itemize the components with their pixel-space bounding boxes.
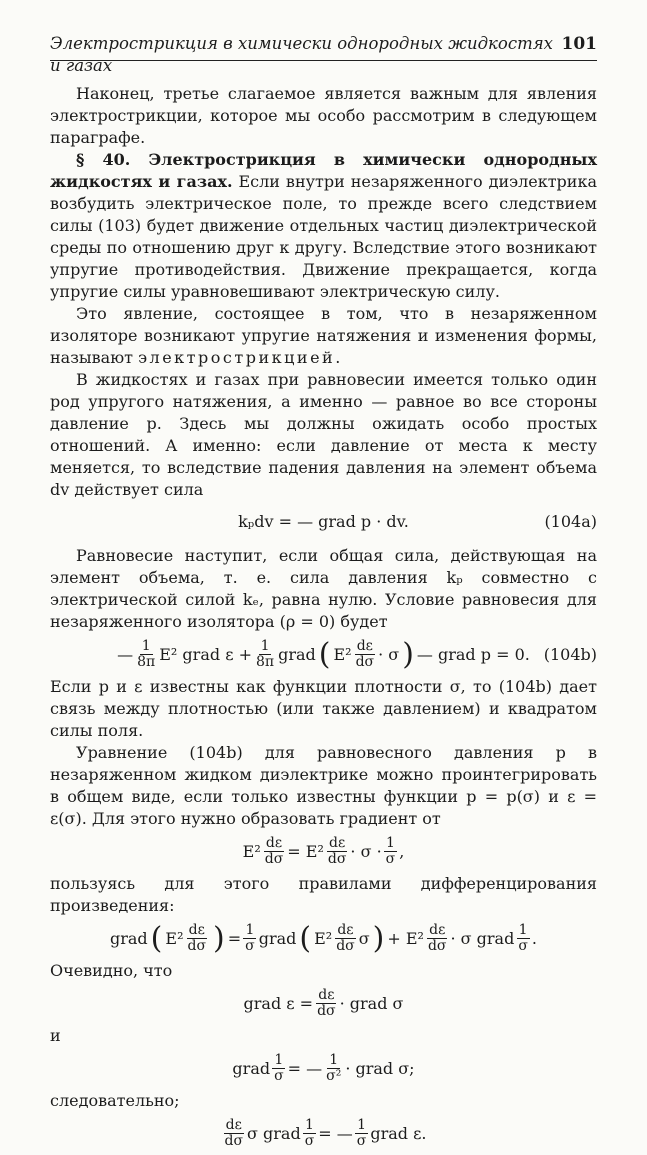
denominator: dσ <box>336 938 355 954</box>
denominator: dσ <box>264 851 284 867</box>
denominator: σ² <box>326 1068 342 1084</box>
term: · σ grad <box>450 928 515 948</box>
fraction <box>243 923 257 954</box>
equation-tag: (104a) <box>544 512 597 531</box>
term: E² <box>165 928 184 948</box>
fraction <box>354 639 377 670</box>
fraction <box>303 1118 317 1149</box>
equation-104a <box>50 511 597 533</box>
denominator: 8π <box>137 654 156 670</box>
numerator: dε <box>318 987 335 1003</box>
fraction <box>355 1118 369 1149</box>
denominator: σ <box>245 938 255 954</box>
denominator: dσ <box>224 1133 244 1149</box>
paragraph <box>50 303 597 369</box>
fraction <box>135 639 157 670</box>
denominator: σ <box>518 938 528 954</box>
fraction <box>516 923 530 954</box>
equation-gradient-target <box>50 836 597 867</box>
term: grad <box>258 928 297 948</box>
denominator: σ <box>304 1133 315 1149</box>
term: · grad σ <box>339 993 404 1013</box>
equation-obvious <box>50 988 597 1019</box>
numerator: 1 <box>245 922 255 938</box>
numerator: 1 <box>518 922 528 938</box>
term: E² <box>314 928 333 948</box>
term: · grad σ; <box>345 1058 415 1078</box>
fraction <box>185 923 208 954</box>
paragraph: В жидкостях и газах при равновесии имеется только один род упругого натяжения, а именно — равное во все стороны давление p. Здесь мы должны ожидать особо простых отношений. А именно: если давление от места к месту меняется, то вследствие падения давления на элемент объема dv действует сила <box>50 370 597 499</box>
paragraph: пользуясь для этого правилами дифференцирования произведения: <box>50 874 597 915</box>
paragraph-text: Если внутри незаряженного диэлектрика возбудить электрическое поле, то прежде всего следствием силы (103) будет движение отдельных частиц диэлектрической среды по отношению друг к другу. Вследствие этого возникают упругие противодействия. Движение прекращается, когда упругие силы уравновешивают электрическую силу. <box>50 172 597 301</box>
equation-tag: (104b) <box>543 644 597 664</box>
equation-body <box>243 836 405 867</box>
term: E² <box>242 841 261 861</box>
equation-body <box>221 1118 427 1149</box>
denominator: dσ <box>317 1003 336 1019</box>
denominator: dσ <box>427 938 447 954</box>
term: = <box>227 928 242 948</box>
fraction <box>272 1053 286 1084</box>
denominator: 8π <box>255 654 275 670</box>
fraction <box>315 988 338 1019</box>
fraction <box>326 836 349 867</box>
equation-body: grad ( E² $\frac{d\varepsilon}{d\sigma}$ ) = $\frac{1}{\sigma}$ grad ( E² $\frac{d\varepsilon}{d\sigma}$ σ ) + E² $\frac{d\varepsilon}{d\sigma}$ · σ grad $\frac{1}{\sigma}$ . <box>110 920 537 956</box>
equation-104b <box>50 636 597 672</box>
term: grad <box>232 1058 271 1078</box>
term: grad ε. <box>370 1123 427 1143</box>
denominator: dσ <box>355 654 375 670</box>
term: . <box>531 928 537 948</box>
numerator: 1 <box>357 1117 367 1133</box>
numerator: 1 <box>385 835 395 851</box>
equation-body: kₚdv = — grad p · dv. <box>238 512 409 531</box>
numerator: dε <box>329 835 346 851</box>
term: = — <box>318 1123 353 1143</box>
paragraph: Уравнение (104b) для равновесного давления p в незаряженном жидком диэлектрике можно проинтегрировать в общем виде, если только известны функции p = p(σ) и ε = ε(σ). Для этого нужно образовать градиент от <box>50 743 597 828</box>
term: = — <box>287 1058 323 1078</box>
term: σ grad <box>247 1123 301 1143</box>
numerator: dε <box>337 922 354 938</box>
equation-body <box>232 1053 414 1084</box>
running-title: Электрострикция в химически однородных жидкостях и газах <box>50 34 553 75</box>
equation-final <box>50 1118 597 1149</box>
equation-body: — $\frac{1}{8\pi}$ E² grad ε + $\frac{1}{8\pi}$ grad ( E² $\frac{d\varepsilon}{d\sigma}$ · σ ) — grad p = 0. <box>117 636 530 672</box>
term: · σ <box>378 644 400 664</box>
term: grad <box>278 644 316 664</box>
fraction <box>384 836 398 867</box>
fraction <box>263 836 286 867</box>
fraction <box>324 1053 343 1084</box>
numerator: 1 <box>141 638 151 654</box>
section-paragraph <box>50 149 597 303</box>
numerator: 1 <box>260 638 270 654</box>
page-number: 101 <box>561 34 597 54</box>
paragraph: следовательно; <box>50 1091 180 1110</box>
paragraph: Равновесие наступит, если общая сила, действующая на элемент объема, т. е. сила давления kₚ совместно с электрической силой kₑ, равна нулю. Условие равновесия для незаряженного изолятора (ρ = 0) будет <box>50 546 597 631</box>
running-header <box>50 33 597 77</box>
paragraph: Очевидно, что <box>50 961 173 980</box>
page-body <box>50 83 597 1155</box>
paragraph: Наконец, третье слагаемое является важным для явления электрострикции, которое мы особо рассмотрим в следующем параграфе. <box>50 84 597 147</box>
fraction <box>426 923 449 954</box>
term: · σ · <box>350 841 382 861</box>
term: grad ε = <box>243 993 314 1013</box>
paragraph: и <box>50 1026 61 1045</box>
numerator: dε <box>356 638 373 654</box>
term: σ <box>358 928 370 948</box>
emphasized-term: электрострикцией. <box>138 348 343 367</box>
term: = E² <box>287 841 324 861</box>
denominator: σ <box>274 1068 284 1084</box>
term: + E² <box>387 928 424 948</box>
fraction <box>334 923 357 954</box>
numerator: dε <box>265 835 283 851</box>
term: E² <box>333 644 352 664</box>
fraction <box>254 639 276 670</box>
numerator: dε <box>225 1117 242 1133</box>
equation-product-rule <box>50 920 597 956</box>
equation-body <box>244 988 404 1019</box>
denominator: σ <box>385 851 396 867</box>
section-heading: § 40. Электрострикция в химически однородных жидкостях и газах. <box>50 150 597 191</box>
numerator: 1 <box>274 1052 284 1068</box>
term: grad <box>110 928 148 948</box>
numerator: 1 <box>329 1052 339 1068</box>
term: E² grad ε + <box>159 644 252 664</box>
denominator: dσ <box>327 851 347 867</box>
paragraph: Если p и ε известны как функции плотности σ, то (104b) дает связь между плотностью (или также давлением) и квадратом силы поля. <box>50 677 597 740</box>
term: , <box>399 841 405 861</box>
paragraph-text: Это явление, состоящее в том, что в незаряженном изоляторе возникают упругие натяжения и изменения формы, называют <box>50 304 597 367</box>
term: — grad p = 0. <box>416 644 530 664</box>
numerator: 1 <box>305 1117 314 1133</box>
equation-and <box>50 1053 597 1084</box>
fraction <box>223 1118 246 1149</box>
numerator: dε <box>188 922 205 938</box>
numerator: dε <box>429 922 446 938</box>
denominator: dσ <box>187 938 207 954</box>
header-rule <box>50 60 597 61</box>
denominator: σ <box>356 1133 367 1149</box>
